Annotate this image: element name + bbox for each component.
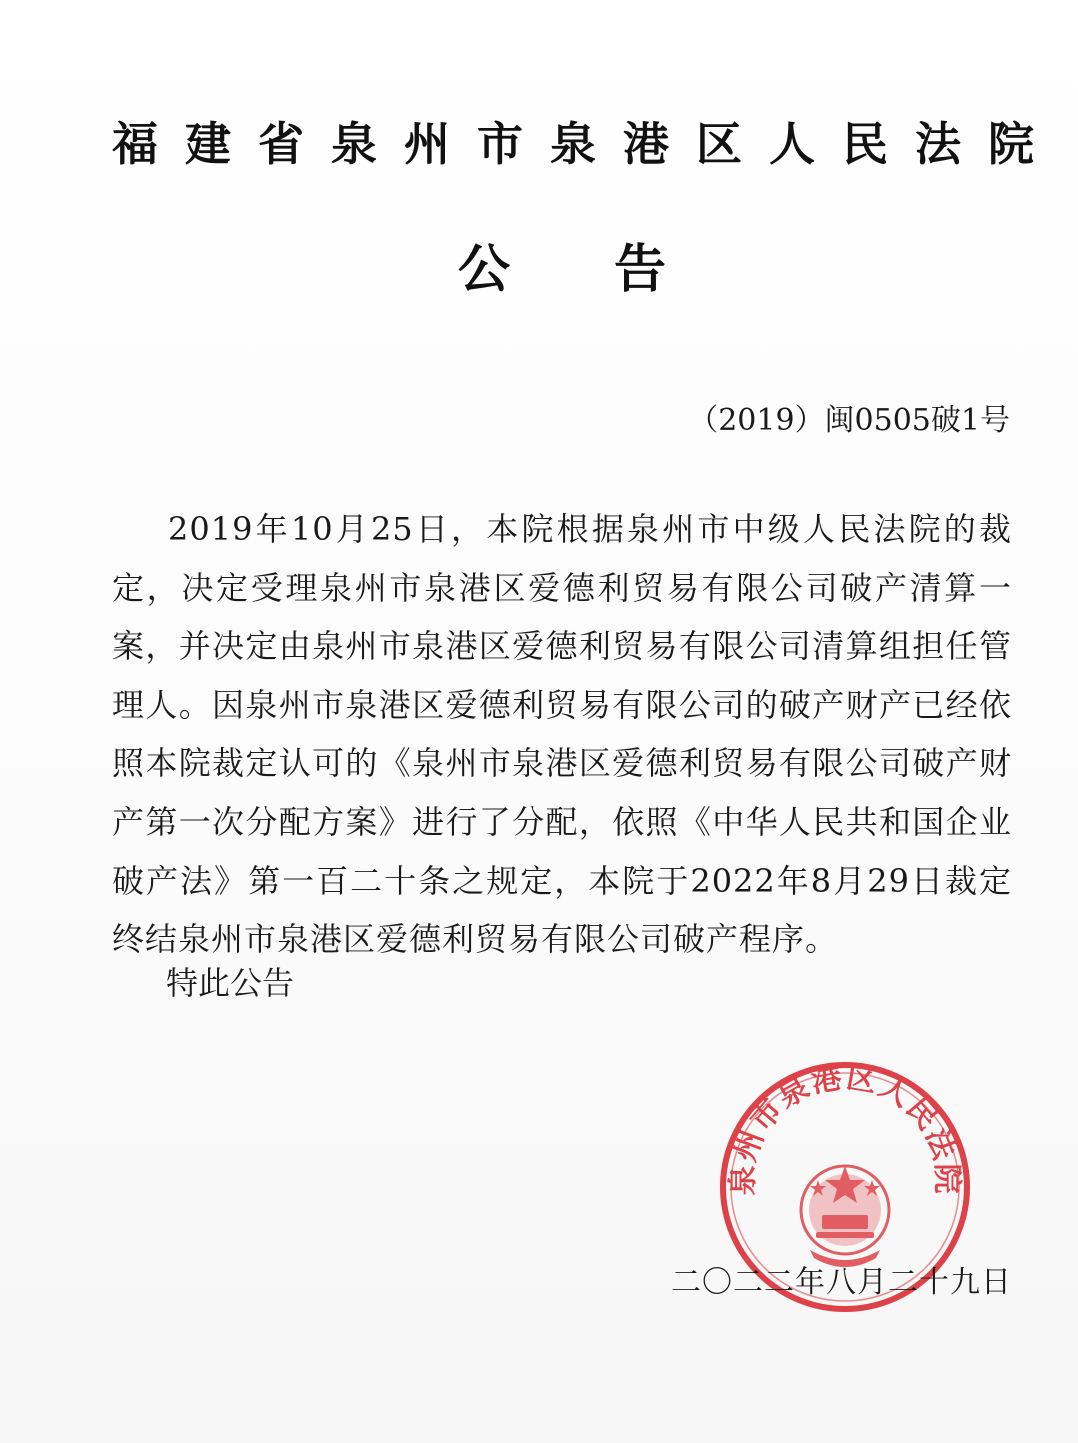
national-emblem-icon (801, 1166, 889, 1267)
case-number: （2019）闽0505破1号 (688, 403, 1010, 438)
seal-arc-textpath: 泉州市泉港区人民法院 (725, 1060, 965, 1196)
notice-body-paragraph: 2019年10月25日，本院根据泉州市中级人民法院的裁定，决定受理泉州市泉港区爱德利贸易有限公司破产清算一案，并决定由泉州市泉港区爱德利贸易有限公司清算组担任管理人。因泉州市泉港区爱德利贸易有限公司的破产财产已经依照本院裁定认可的《泉州市泉港区爱德利贸易有限公司破产财产第一次分配方案》进行了分配，依照《中华人民共和国企业破产法》第一百二十条之规定，本院于2022年8月29日裁定终结泉州市泉港区爱德利贸易有限公司破产程序。 (112, 510, 1012, 959)
closing-line: 特此公告 (166, 964, 295, 1002)
court-name-heading: 福建省泉州市泉港区人民法院 (112, 117, 1061, 171)
signature-date: 二〇二二年八月二十九日 (671, 1265, 1012, 1300)
document-title: 公告 (458, 240, 771, 300)
